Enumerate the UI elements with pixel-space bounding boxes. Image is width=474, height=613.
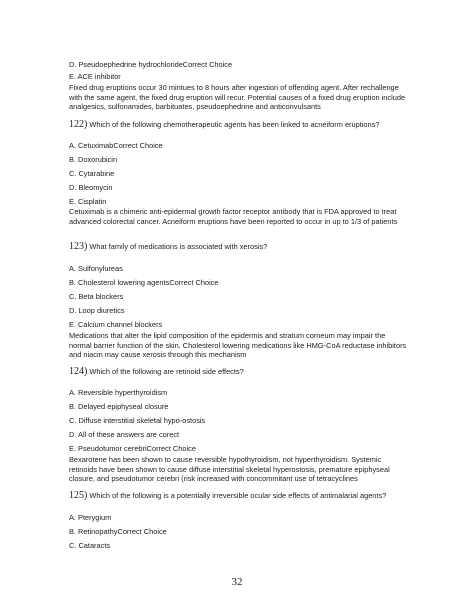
- q124-option-c: C. Diffuse interstitial skeletal hypo-ostosis: [69, 416, 206, 425]
- question-number: 122): [69, 119, 88, 130]
- question-125: [69, 491, 386, 501]
- prev-explanation: Fixed drug eruptions occur 30 mintues to 8 hours after ingestion of offending agent. After rechallenge with the same agent, the fixed drug eruption will recur. Potential causes of a fixed drug eruption include analgesics, sulfonamides, barbituates, pseudoephedrine and anticonvulsants: [69, 83, 406, 112]
- prev-option-d: D. Pseudoephedrine hydrochlorideCorrect Choice: [69, 60, 233, 69]
- question-number: 124): [69, 366, 88, 377]
- q122-option-e: E. Cisplatin: [69, 197, 107, 206]
- q122-option-b: B. Doxorubicin: [69, 155, 118, 164]
- q124-option-e: E. Pseudotumor cerebriCorrect Choice: [69, 444, 196, 453]
- q123-explanation: Medications that alter the lipid composition of the epidermis and stratum corneum may impair the normal barrier function of the skin. Cholesterol lowering medications like HMG-CoA reductase inhibitors and niacin may cause xerosis through this mechanism: [69, 331, 407, 360]
- question-number: 123): [69, 241, 88, 252]
- question-text: Which of the following are retinoid side effects?: [89, 367, 244, 376]
- prev-option-e: E. ACE inhibitor: [69, 72, 121, 81]
- q124-explanation: Bexarotene has been shown to cause reversible hypothyroidism, not hyperthyroidism. Systemic retinoids have been shown to cause diffuse interstitial skeletal hyperostosis, premature epiphyseal closure, and pseudotumor cerebri (risk increased with concommitant use of tetracyclines: [69, 455, 390, 484]
- q125-option-a: A. Pterygium: [69, 513, 112, 522]
- q122-explanation: Cetuximab is a chimeric anti-epidermal growth factor receptor antibody that is FDA approved to treat advanced colorectal cancer. Acneiform eruptions have been reported to occur in up to 1/3 of patients: [69, 207, 398, 226]
- q122-option-a: A. CetuximabCorrect Choice: [69, 141, 163, 150]
- q123-option-d: D. Loop diuretics: [69, 306, 125, 315]
- q122-option-c: C. Cytarabine: [69, 169, 115, 178]
- question-number: 125): [69, 490, 88, 501]
- q125-option-c: C. Cataracts: [69, 541, 111, 550]
- question-text: What family of medications is associated with xerosis?: [89, 242, 268, 251]
- question-text: Which of the following chemotherapeutic agents has been linked to acneiform eruptions?: [89, 120, 380, 129]
- q124-option-b: B. Delayed epiphyseal closure: [69, 402, 169, 411]
- q123-option-b: B. Cholesterol lowering agentsCorrect Choice: [69, 278, 219, 287]
- question-text: Which of the following is a potentially irreversible ocular side effects of antimalarial agents?: [89, 491, 387, 500]
- q124-option-d: D. All of these answers are corect: [69, 430, 180, 439]
- page-number: 32: [231, 576, 243, 588]
- q124-option-a: A. Reversible hyperthyroidism: [69, 388, 168, 397]
- q123-option-e: E. Calcium channel blockers: [69, 320, 163, 329]
- question-124: [69, 367, 244, 377]
- q122-option-d: D. Bleomycin: [69, 183, 113, 192]
- q125-option-b: B. RetinopathyCorrect Choice: [69, 527, 167, 536]
- q123-option-c: C. Beta blockers: [69, 292, 124, 301]
- question-123: [69, 242, 267, 252]
- question-122: [69, 120, 379, 130]
- q123-option-a: A. Sulfonylureas: [69, 264, 123, 273]
